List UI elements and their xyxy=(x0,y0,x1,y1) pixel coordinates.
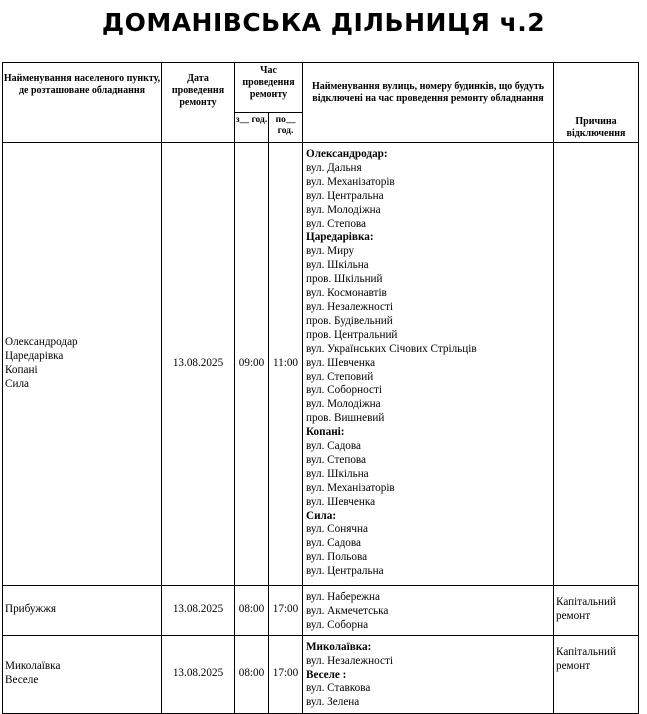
street-name: вул. Шевченка xyxy=(306,356,376,369)
street-name: вул. Набережна xyxy=(306,591,380,603)
settlement-heading: Сила: xyxy=(306,509,337,522)
street-name: вул. Шкільна xyxy=(306,259,369,272)
table-row xyxy=(3,586,639,636)
table-body xyxy=(3,143,639,714)
street-name: вул. Польова xyxy=(306,551,368,564)
reason-text: ремонт xyxy=(556,609,591,622)
street-name: вул. Шевченка xyxy=(306,495,376,508)
location-name: Прибужжя xyxy=(5,603,56,616)
date-cell: 13.08.2025 xyxy=(162,586,235,636)
street-name: вул. Космонавтів xyxy=(306,287,387,300)
street-name: вул. Сонячна xyxy=(306,523,368,536)
settlement-heading: Веселе : xyxy=(306,668,347,681)
from-time-cell: 08:00 xyxy=(235,586,269,636)
from-time-cell: 09:00 xyxy=(235,143,269,586)
location-name: Олександродар xyxy=(5,336,78,349)
to-time-cell: 11:00 xyxy=(269,143,303,586)
settlement-heading: Олександродар: xyxy=(306,148,388,160)
header-to: по__ год. xyxy=(269,113,303,143)
street-name: вул. Механізаторів xyxy=(306,175,395,188)
reason-cell xyxy=(554,143,639,586)
reason-cell xyxy=(554,635,639,713)
street-name: вул. Ставкова xyxy=(306,682,371,695)
street-name: вул. Соборності xyxy=(306,384,382,397)
street-name: вул. Зелена xyxy=(306,696,360,709)
header-date: Дата проведення ремонту xyxy=(162,63,235,143)
street-name: вул. Українських Січових Стрільців xyxy=(306,342,477,355)
location-cell xyxy=(3,143,162,586)
to-time-cell: 17:00 xyxy=(269,635,303,713)
page-title: ДОМАНІВСЬКА ДІЛЬНИЦЯ ч.2 xyxy=(101,8,546,37)
header-from: з__ год. xyxy=(235,113,269,143)
street-name: пров. Центральний xyxy=(306,328,398,341)
header-time: Час проведення ремонту xyxy=(235,63,303,113)
to-time-cell: 17:00 xyxy=(269,586,303,636)
street-name: вул. Дальня xyxy=(306,161,362,174)
location-cell xyxy=(3,586,162,636)
reason-text: Капітальний xyxy=(556,596,616,608)
street-name: вул. Садова xyxy=(306,537,361,550)
reason-cell xyxy=(554,586,639,636)
date-cell: 13.08.2025 xyxy=(162,635,235,713)
street-name: вул. Садова xyxy=(306,440,361,453)
street-name: вул. Степовий xyxy=(306,370,374,383)
street-name: вул. Механізаторів xyxy=(306,481,395,494)
location-name: Сила xyxy=(5,377,29,390)
street-name: пров. Будівельний xyxy=(306,314,393,327)
location-name: Миколаївка xyxy=(5,660,61,673)
street-name: вул. Незалежності xyxy=(306,654,393,667)
date-cell: 13.08.2025 xyxy=(162,143,235,586)
header-streets: Найменування вулиць, номеру будинків, що будуть відключені на час проведення ремонту обладнання xyxy=(303,63,554,143)
location-cell xyxy=(3,635,162,713)
street-name: вул. Соборна xyxy=(306,618,369,631)
location-name: Копані xyxy=(5,364,38,376)
street-name: вул. Миру xyxy=(306,245,355,258)
reason-text: Капітальний xyxy=(556,645,616,658)
table-row xyxy=(3,143,639,586)
street-name: вул. Центральна xyxy=(306,565,384,578)
street-name: вул. Незалежності xyxy=(306,300,393,313)
street-name: пров. Шкільний xyxy=(306,273,383,286)
from-time-cell: 08:00 xyxy=(235,635,269,713)
header-location: Найменування населеного пункту, де розташоване обладнання xyxy=(3,63,162,143)
reason-text: ремонт xyxy=(556,659,591,672)
settlement-heading: Царедарівка: xyxy=(306,231,374,244)
streets-cell xyxy=(303,143,554,586)
street-name: вул. Молодіжна xyxy=(306,203,381,216)
location-name: Веселе xyxy=(5,674,39,687)
street-name: вул. Степова xyxy=(306,217,367,230)
settlement-heading: Копані: xyxy=(306,426,345,439)
streets-cell xyxy=(303,586,554,636)
street-name: пров. Вишневий xyxy=(306,412,385,425)
street-name: вул. Центральна xyxy=(306,189,384,202)
header-blank xyxy=(554,63,639,113)
outage-table xyxy=(2,62,639,714)
street-name: вул. Молодіжна xyxy=(306,398,381,411)
street-name: вул. Акмечетська xyxy=(306,604,389,617)
settlement-heading: Миколаївка: xyxy=(306,640,372,653)
street-name: вул. Шкільна xyxy=(306,467,369,480)
header-reason: Причина відключення xyxy=(554,113,639,143)
street-name: вул. Степова xyxy=(306,453,367,466)
location-name: Царедарівка xyxy=(5,350,64,363)
streets-cell xyxy=(303,635,554,713)
table-row xyxy=(3,635,639,713)
